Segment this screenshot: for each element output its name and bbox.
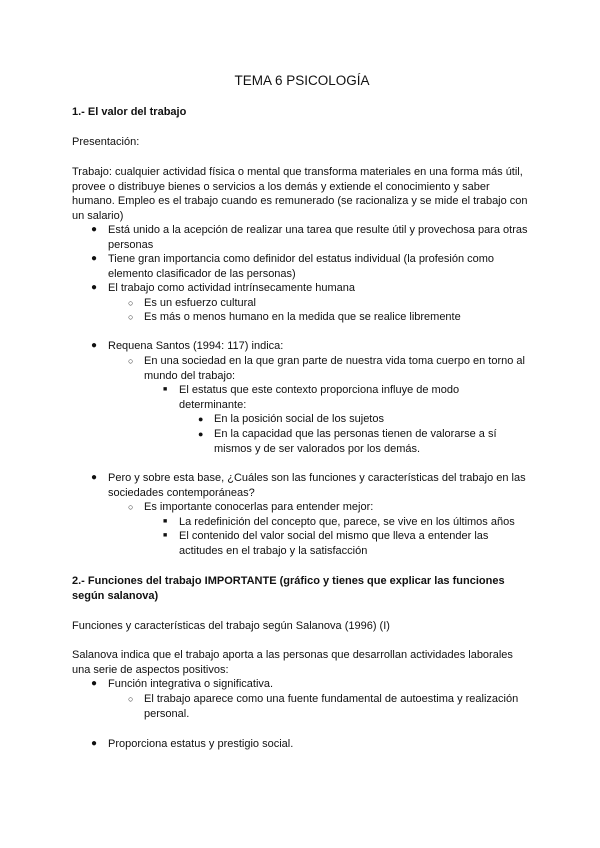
disc-bullet-icon: ● <box>91 282 98 293</box>
list-item: ○ Es un esfuerzo cultural <box>128 297 256 309</box>
list-item: ● Proporciona estatus y prestigio social. <box>91 738 294 750</box>
section-1-heading: 1.- El valor del trabajo <box>72 106 187 118</box>
list-item: ■ El contenido del valor social del mismo que lleva a entender las actitudes en el trabajo y la satisfacción <box>163 530 489 557</box>
disc-bullet-icon: ● <box>198 429 204 439</box>
list-item: ○ En una sociedad en la que gran parte de nuestra vida toma cuerpo en torno al mundo del trabajo: <box>128 355 525 382</box>
disc-bullet-icon: ● <box>91 738 98 749</box>
section-2-subtitle: Funciones y características del trabajo según Salanova (1996) (I) <box>72 620 390 632</box>
circle-bullet-icon: ○ <box>128 298 134 308</box>
work-definition: Trabajo: cualquier actividad física o mental que transforma materiales en una forma más útil, provee o distribuye bienes o servicios a los demás y extiende el conocimiento y saber humano. Empleo es el trabajo cuando es remunerado (se racionaliza y se mide el trabajo con un salario) <box>72 166 528 222</box>
list-item: ● En la posición social de los sujetos <box>198 413 384 425</box>
circle-bullet-icon: ○ <box>128 502 134 512</box>
list-item: ● Está unido a la acepción de realizar una tarea que resulte útil y provechosa para otras personas <box>91 224 528 251</box>
list-item: ● Pero y sobre esta base, ¿Cuáles son las funciones y características del trabajo en las sociedades contemporáneas? <box>91 472 526 499</box>
section-2-heading: 2.- Funciones del trabajo IMPORTANTE (gráfico y tienes que explicar las funciones según salanova) <box>72 575 505 602</box>
list-item: ● Requena Santos (1994: 117) indica: <box>91 340 284 352</box>
disc-bullet-icon: ● <box>91 224 98 235</box>
disc-bullet-icon: ● <box>91 472 98 483</box>
circle-bullet-icon: ○ <box>128 356 134 366</box>
section-2-intro: Salanova indica que el trabajo aporta a las personas que desarrollan actividades laborales una serie de aspectos positivos: <box>72 649 513 676</box>
circle-bullet-icon: ○ <box>128 694 134 704</box>
list-item: ○ Es importante conocerlas para entender mejor: <box>128 501 374 513</box>
list-item: ● El trabajo como actividad intrínsecamente humana <box>91 282 356 294</box>
section-1-intro: Presentación: <box>72 136 140 148</box>
circle-bullet-icon: ○ <box>128 312 134 322</box>
disc-bullet-icon: ● <box>91 340 98 351</box>
page-title: TEMA 6 PSICOLOGÍA <box>234 73 370 88</box>
square-bullet-icon: ■ <box>163 532 168 539</box>
list-item: ● Tiene gran importancia como definidor del estatus individual (la profesión como elemento clasificador de las personas) <box>91 253 495 280</box>
list-item: ● En la capacidad que las personas tienen de valorarse a sí mismos y de ser valorados por los demás. <box>198 428 497 455</box>
list-item: ○ Es más o menos humano en la medida que se realice libremente <box>128 311 461 323</box>
list-item: ■ El estatus que este contexto proporciona influye de modo determinante: <box>163 384 460 411</box>
square-bullet-icon: ■ <box>163 518 168 525</box>
list-item: ○ El trabajo aparece como una fuente fundamental de autoestima y realización personal. <box>128 693 519 720</box>
disc-bullet-icon: ● <box>91 253 98 264</box>
disc-bullet-icon: ● <box>198 414 204 424</box>
disc-bullet-icon: ● <box>91 678 98 689</box>
square-bullet-icon: ■ <box>163 386 168 393</box>
list-item: ■ La redefinición del concepto que, parece, se vive en los últimos años <box>163 516 515 528</box>
list-item: ● Función integrativa o significativa. <box>91 678 274 690</box>
